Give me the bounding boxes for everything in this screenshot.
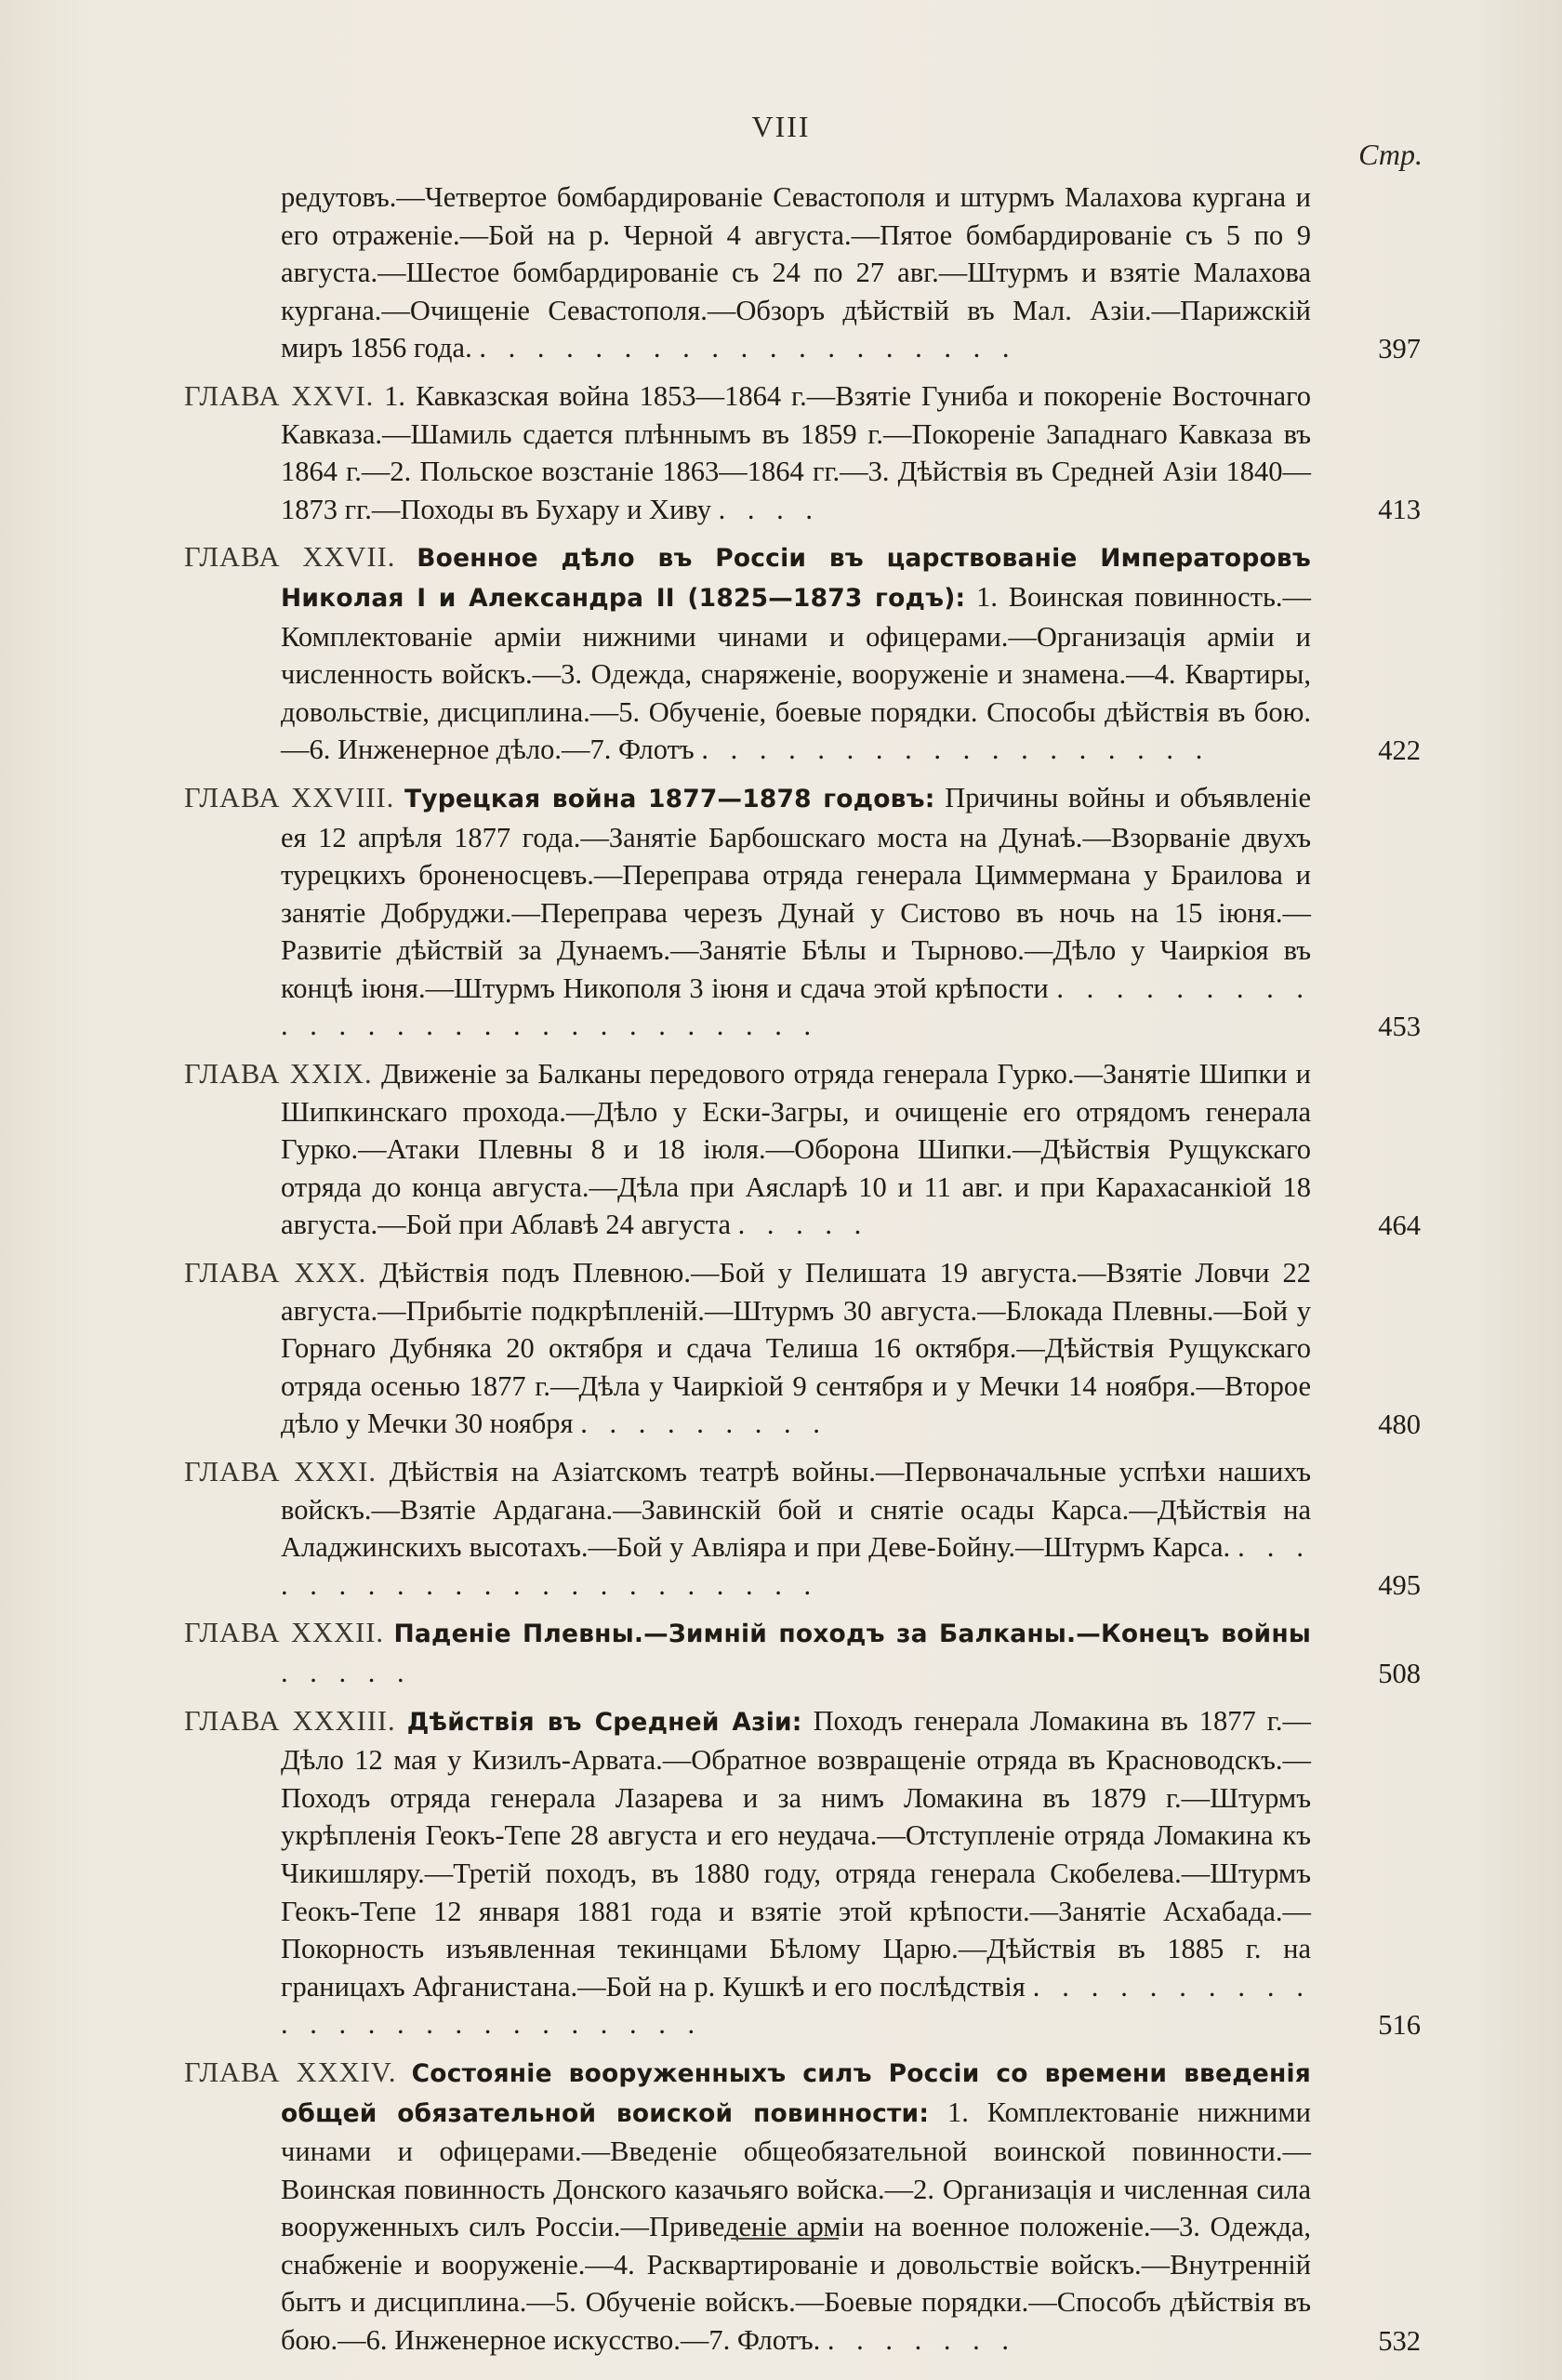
entry-text: 1. Кавказская война 1853—1864 г.—Взятіе Гуниба и покореніе Восточнаго Кавказа.—Шамиль сдается плѣннымъ въ 1859 г.—Покореніе Западнаго Кавказа въ 1864 г.—2. Польское возстаніе 1863—1864 гг.—3. Дѣйствія въ Средней Азіи 1840—1873 гг.—Походы въ Бухару и Хиву [281,379,1312,525]
chapter-heading: ГЛАВА XXIX. [184,1058,373,1091]
toc-entry [184,1055,1421,1244]
leader-dots: . . . . . [737,1209,869,1241]
chapter-title: Турецкая война 1877—1878 годовъ: [404,784,935,813]
entry-text: Движеніе за Балканы передового отряда генерала Гурко.—Занятіе Шипки и Шипкинскаго прохода.—Дѣло у Ески-Загры, и очищеніе его отрядомъ генерала Гурко.—Атаки Плевны 8 и 18 іюля.—Оборона Шипки.—Дѣйствія Рущукскаго отряда до конца августа.—Дѣла при Аясларѣ 10 и 11 авг. и при Карахасанкіой 18 августа.—Бой при Аблавѣ 24 августа [281,1058,1311,1241]
leader-dots: . . . . . . . . . [580,1408,827,1440]
chapter-heading: ГЛАВА XXVI. [184,379,375,412]
entry-text-block [184,1254,1311,1443]
chapter-heading: ГЛАВА XXXII. [184,1617,385,1649]
entry-text-block [184,377,1311,528]
page-number: 453 [1378,1011,1421,1043]
chapter-heading: ГЛАВА XXVIII. [184,781,395,813]
entry-text: редутовъ.—Четвертое бомбардированіе Севастополя и штурмъ Малахова кургана и его отраженіе.—Бой на р. Черной 4 августа.—Пятое бомбардированіе съ 5 по 9 августа.—Шестое бомбардированіе съ 24 по 27 авг.—Штурмъ и взятіе Малахова кургана.—Очищеніе Севастополя.—Обзоръ дѣйствій въ Мал. Азіи.—Парижскій миръ 1856 года. [281,181,1311,364]
chapter-title: Паденіе Плевны.—Зимній походъ за Балканы.—Конецъ войны [393,1620,1312,1649]
toc-entry [184,2054,1421,2360]
toc-entry [184,1702,1421,2043]
page-number: 508 [1378,1657,1421,1689]
page-number: 516 [1378,2008,1421,2041]
page-number: 422 [1378,734,1421,766]
chapter-heading: ГЛАВА XXXIII. [184,1704,396,1737]
toc-entry [184,1614,1421,1691]
leader-dots: . . . . [718,493,820,525]
page-number: 464 [1378,1210,1421,1242]
page-number: 480 [1378,1408,1421,1440]
entry-text: Дѣйствія подъ Плевною.—Бой у Пелишата 19 августа.—Взятіе Ловчи 22 августа.—Прибытіе подкрѣпленій.—Штурмъ 30 августа.—Блокада Плевны.—Бой у Горнаго Дубняка 20 октября и сдача Телиша 16 октября.—Дѣйствія Рущукскаго отряда осенью 1877 г.—Дѣла у Чаиркіой 9 сентября и у Мечки 14 ноября.—Второе дѣло у Мечки 30 ноября [281,1257,1312,1440]
chapter-title: Дѣйствія въ Средней Азіи: [406,1707,802,1737]
closing-rule [731,2238,839,2240]
toc-entry [184,1254,1421,1443]
toc-entry [184,779,1421,1045]
toc-entry [184,1453,1421,1604]
entry-text: Дѣйствія на Азіатскомъ театрѣ войны.—Первоначальные успѣхи нашихъ войскъ.—Взятіе Ардагана.—Завинскій бой и снятіе осады Карса.—Дѣйствія на Аладжинскихъ высотахъ.—Бой у Авліяра и при Деве-Бойну.—Штурмъ Карса. [281,1456,1312,1564]
chapter-heading: ГЛАВА XXXIV. [184,2056,397,2088]
entry-text-block [184,1453,1311,1604]
entry-text-block [184,1702,1311,2043]
entry-text-block [184,1614,1311,1691]
leader-dots: . . . . . . . . . . . . . . . . . . . . . . . . . [281,1970,1312,2041]
leader-dots: . . . . . . . . . . . . . . . . . . [701,734,1211,766]
entry-text-block [184,779,1311,1045]
entry-text: Причины войны и объявленіе ея 12 апрѣля 1877 года.—Занятіе Барбошскаго моста на Дунаѣ.—Взорваніе двухъ турецкихъ броненосцевъ.—Переправа отряда генерала Циммермана у Браилова и занятіе Добруджи.—Переправа черезъ Дунай у Систово въ ночь на 15 іюня.—Развитіе дѣйствій за Дунаемъ.—Занятіе Бѣлы и Тырново.—Дѣло у Чаиркіоя въ концѣ іюня.—Штурмъ Никополя 3 іюня и сдача этой крѣпости [281,781,1311,1004]
entry-text-block [184,1055,1311,1244]
chapter-heading: ГЛАВА XXX. [184,1257,367,1289]
entry-text: 1. Воинская повинность.—Комплектованіе арміи нижними чинами и офицерами.—Организація арміи и численность войскъ.—3. Одежда, снаряженіе, вооруженіе и знамена.—4. Квартиры, довольствіе, дисциплина.—5. Обученіе, боевые порядки. Способы дѣйствія въ бою.—6. Инженерное дѣло.—7. Флотъ [281,580,1311,766]
entry-text: Походъ генерала Ломакина въ 1877 г.—Дѣло 12 мая у Кизилъ-Арвата.—Обратное возвращеніе отряда въ Красноводскъ.—Походъ отряда генерала Лазарева и за нимъ Ломакина въ 1879 г.—Штурмъ укрѣпленія Геокъ-Тепе 28 августа и его неудача.—Отступленіе отряда Ломакина къ Чикишляру.—Третій походъ, въ 1880 году, отряда генерала Скобелева.—Штурмъ Геокъ-Тепе 12 января 1881 года и взятіе этой крѣпости.—Занятіе Асхабада.—Покорность изъявленная текинцами Бѣлому Царю.—Дѣйствія въ 1885 г. на границахъ Афганистана.—Бой на р. Кушкѣ и его послѣдствія [281,1704,1311,2003]
toc-entry [184,178,1421,367]
page-folio: VIII [751,110,811,143]
chapter-title: Состояніе вооруженныхъ силъ Россіи со времени введенія общей обязательной воиской повинности: [281,2058,1311,2128]
leader-dots: . . . . . . . . . . . . . . . . . . . . . . [281,1531,1311,1601]
toc-entry [184,538,1421,769]
page-number: 413 [1378,494,1421,526]
page-number: 495 [1378,1569,1421,1602]
entry-text-block [184,2054,1311,2360]
chapter-heading: ГЛАВА XXXI. [184,1456,377,1488]
page-number: 397 [1378,332,1421,364]
chapter-heading: ГЛАВА XXVII. [184,541,396,574]
table-of-contents [184,178,1421,2370]
leader-dots: . . . . . [281,1656,412,1688]
leader-dots: . . . . . . . . . . . . . . . . . . . . . . . . . . . . [281,972,1312,1042]
chapter-title: Военное дѣло въ Россіи въ царствованіе Императоровъ Николая I и Александра II (1825—1873 годъ): [281,544,1311,613]
entry-text-block [184,178,1311,367]
entry-text-block [184,538,1311,769]
toc-entry [184,377,1421,528]
page-column-label: Стр. [1358,138,1423,171]
leader-dots: . . . . . . . . . . . . . . . . . . . [479,332,1017,364]
page-number: 532 [1378,2324,1421,2357]
entry-text: 1. Комплектованіе нижними чинами и офицерами.—Введеніе общеобязательной воинской повинности.—Воинская повинность Донского казачьяго войска.—2. Организація и численная сила вооруженныхъ силъ Россіи.—Приведеніе арміи на военное положеніе.—3. Одежда, снабженіе и вооруженіе.—4. Расквартированіе и довольствіе войскъ.—Внутренній бытъ и дисциплина.—5. Обученіе войскъ.—Боевые порядки.—Способъ дѣйствія въ бою.—6. Инженерное искусство.—7. Флотъ. [281,2096,1311,2357]
leader-dots: . . . . . . . [827,2324,1017,2357]
